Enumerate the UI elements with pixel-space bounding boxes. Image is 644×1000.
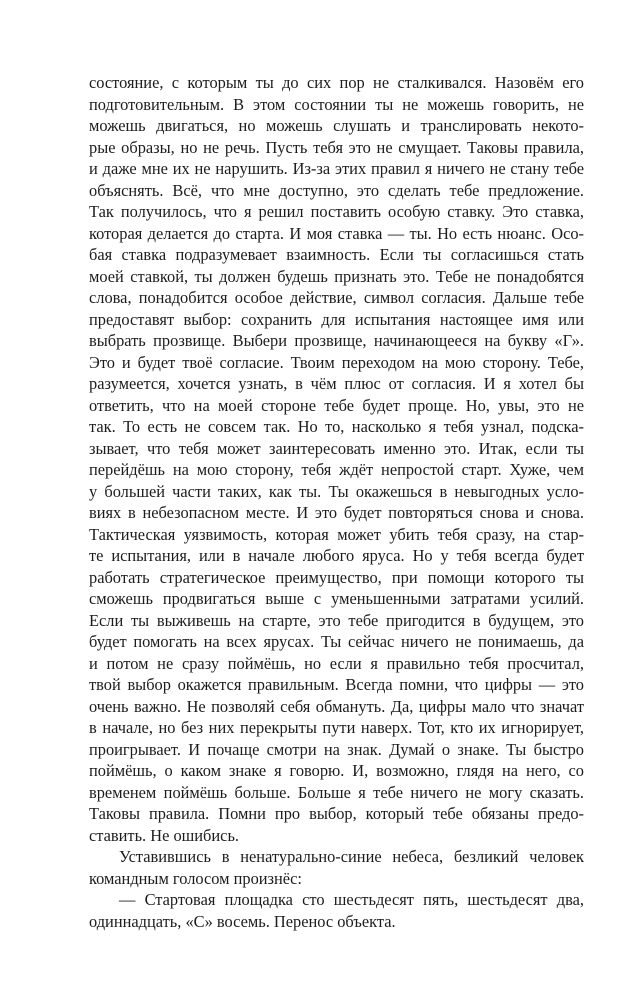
paragraph — [89, 846, 584, 889]
text-line: Если ты выживешь на старте, это тебе пригодится в будущем, это — [89, 610, 584, 630]
text-line: перейдёшь на мою сторону, тебя ждёт непростой старт. Хуже, чем — [89, 460, 584, 479]
text-line: зывает, что тебя может заинтересовать именно это. Итак, если ты — [89, 438, 584, 458]
text-line: те испытания, или в начале любого яруса. Но у тебя всегда будет — [89, 546, 584, 565]
text-line: очень важно. Не позволяй себя обмануть. Да, цифры мало что значат — [89, 696, 584, 716]
text-line: работать стратегическое преимущество, при помощи которого ты — [89, 567, 584, 587]
text-line: в начале, но без них перекрыты пути наверх. Тот, кто их игнорирует, — [89, 718, 584, 737]
text-line: Уставившись в ненатурально-синие небеса, безликий человек — [119, 847, 584, 866]
text-line: одиннадцать, «С» восемь. Перенос объекта. — [89, 911, 396, 931]
text-line: бая ставка подразумевает взаимность. Если ты согласишься стать — [89, 245, 584, 264]
text-line: предоставят выбор: сохранить для испытания настоящее имя или — [89, 309, 584, 329]
text-line: будет помогать на всех ярусах. Ты сейчас ничего не понимаешь, да — [89, 632, 584, 651]
text-line: у большей части таких, как ты. Ты окажешься в невыгодных усло- — [89, 481, 584, 501]
text-line: виях в небезопасном месте. И это будет повторяться снова и снова. — [89, 503, 584, 522]
text-line: так. То есть не совсем так. Но то, насколько я тебя узнал, подска- — [89, 417, 584, 436]
text-line: и потом не сразу поймёшь, но если я правильно тебя просчитал, — [89, 653, 584, 673]
text-line: ответить, что на моей стороне тебе будет проще. Но, увы, это не — [89, 395, 584, 415]
paragraph — [89, 889, 584, 932]
text-line: состояние, с которым ты до сих пор не сталкивался. Назовём его — [89, 73, 584, 92]
text-line: сможешь продвигаться выше с уменьшенными затратами усилий. — [89, 589, 584, 608]
text-line: ставить. Не ошибись. — [89, 825, 240, 845]
text-line: твой выбор окажется правильным. Всегда помни, что цифры — это — [89, 675, 584, 694]
text-line: выбрать прозвище. Выбери прозвище, начинающееся на букву «Г». — [89, 331, 584, 350]
text-line: рые образы, но не речь. Пусть тебя это не смущает. Таковы правила, — [89, 137, 584, 157]
body-text — [89, 72, 584, 932]
text-line: моей ставкой, ты должен будешь признать это. Тебе не понадобятся — [89, 266, 584, 286]
text-line: Таковы правила. Помни про выбор, который тебе обязаны предо- — [89, 804, 584, 823]
text-line: и даже мне их не нарушить. Из-за этих правил я ничего не стану тебе — [89, 159, 584, 178]
text-line: проигрывает. И почаще смотри на знак. Думай о знаке. Ты быстро — [89, 739, 584, 759]
text-line: можешь двигаться, но можешь слушать и транслировать некото- — [89, 116, 584, 135]
text-line: поймёшь, о каком знаке я говорю. И, возможно, глядя на него, со — [89, 761, 584, 780]
text-line: разумеется, хочется узнать, в чём плюс от согласия. И я хотел бы — [89, 374, 584, 393]
text-line: Так получилось, что я решил поставить особую ставку. Это ставка, — [89, 202, 584, 221]
text-line: подготовительным. В этом состоянии ты не можешь говорить, не — [89, 94, 584, 114]
text-line: слова, понадобится особое действие, символ согласия. Дальше тебе — [89, 288, 584, 307]
text-line: Тактическая уязвимость, которая может убить тебя сразу, на стар- — [89, 524, 584, 544]
text-line: временем поймёшь больше. Больше я тебе ничего не могу сказать. — [89, 782, 584, 802]
text-line: — Стартовая площадка сто шестьдесят пять, шестьдесят два, — [119, 890, 584, 909]
text-line: которая делается до старта. И моя ставка — ты. Но есть нюанс. Осо- — [89, 223, 584, 243]
paragraph — [89, 72, 584, 846]
text-line: объяснять. Всё, что мне доступно, это сделать тебе предложение. — [89, 180, 584, 200]
text-line: командным голосом произнёс: — [89, 868, 302, 888]
text-line: Это и будет твоё согласие. Твоим переходом на мою сторону. Тебе, — [89, 352, 584, 372]
